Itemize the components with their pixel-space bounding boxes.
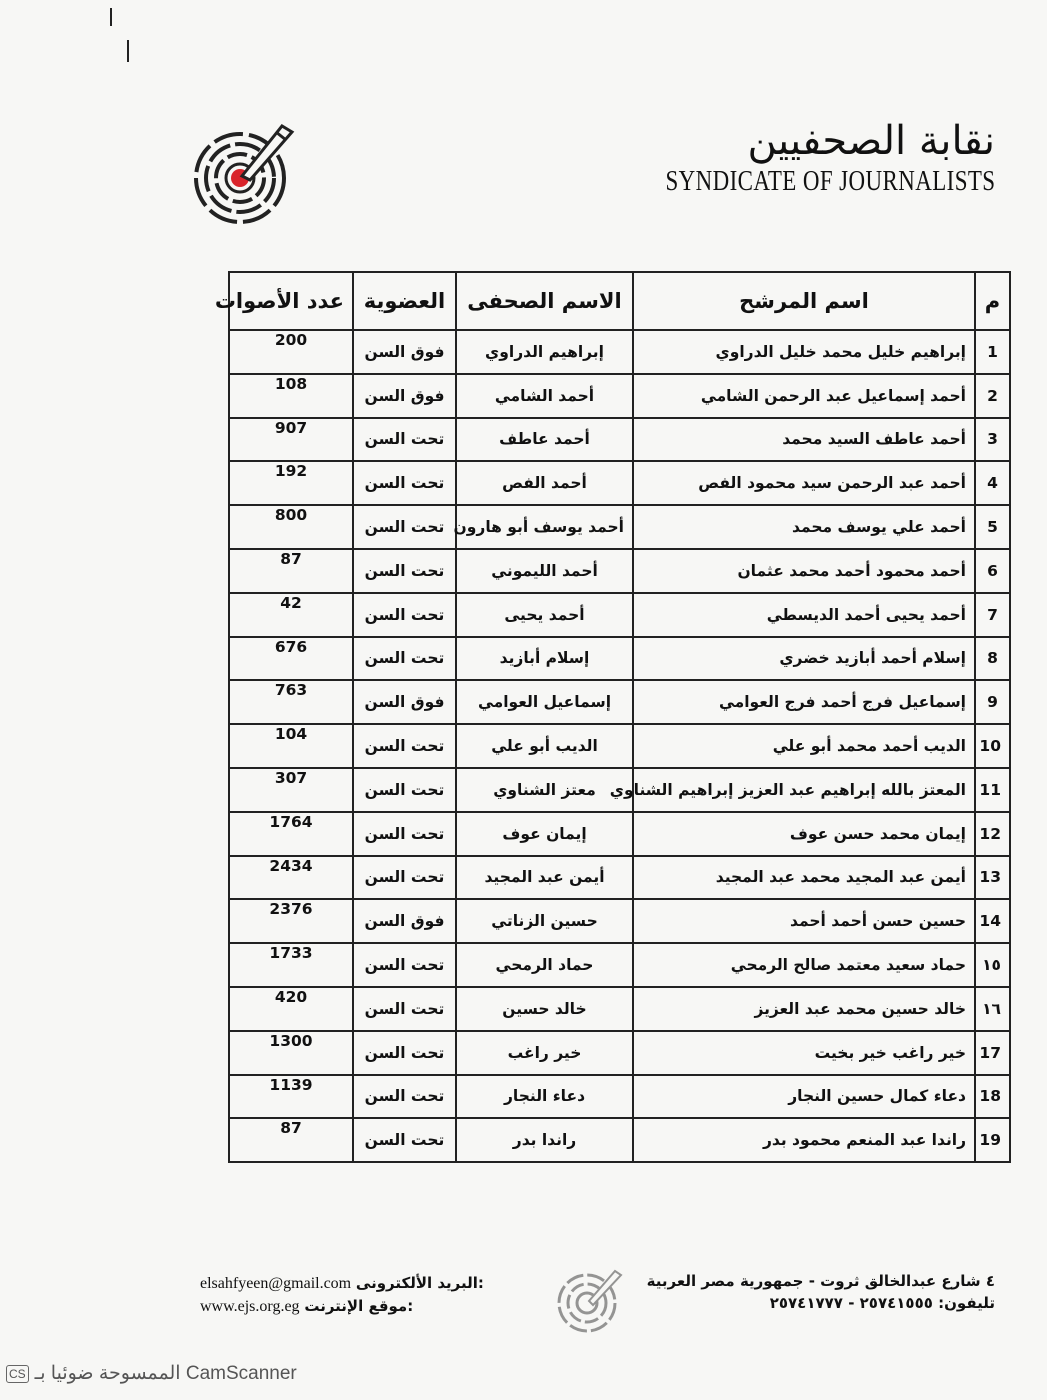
table-row (229, 374, 1010, 418)
cell-membership: تحت السن (353, 1118, 456, 1162)
cell-membership: تحت السن (353, 856, 456, 900)
cell-membership: تحت السن (353, 549, 456, 593)
cell-num: 2 (975, 374, 1010, 418)
cell-press-name: دعاء النجار (456, 1075, 633, 1119)
cell-name: الديب أحمد محمد أبو علي (633, 724, 975, 768)
cell-name: راندا عبد المنعم محمود بدر (633, 1118, 975, 1162)
cell-membership: تحت السن (353, 461, 456, 505)
cell-press-name: خير راغب (456, 1031, 633, 1075)
table-row (229, 1118, 1010, 1162)
cell-num: ١٦ (975, 987, 1010, 1031)
cell-membership: فوق السن (353, 374, 456, 418)
cell-num: ١٥ (975, 943, 1010, 987)
camscanner-text: الممسوحة ضوئيا بـ CamScanner (34, 1363, 297, 1384)
cell-name: المعتز بالله إبراهيم عبد العزيز إبراهيم الشناوي (633, 768, 975, 812)
cell-num: 3 (975, 418, 1010, 462)
table-row (229, 549, 1010, 593)
camscanner-watermark (6, 1362, 297, 1385)
cell-num: 14 (975, 899, 1010, 943)
cell-num: 4 (975, 461, 1010, 505)
cell-name: إيمان محمد حسن عوف (633, 812, 975, 856)
cell-name: حماد سعيد معتمد صالح الرمحي (633, 943, 975, 987)
cell-press-name: إيمان عوف (456, 812, 633, 856)
website-value[interactable]: www.ejs.org.eg (200, 1298, 300, 1315)
cell-name: إبراهيم خليل محمد خليل الدراوي (633, 330, 975, 374)
cell-membership: فوق السن (353, 680, 456, 724)
cell-membership: تحت السن (353, 768, 456, 812)
table-row (229, 1075, 1010, 1119)
table-row (229, 943, 1010, 987)
cell-votes: 108 (229, 374, 353, 418)
table-row (229, 899, 1010, 943)
cell-votes: 420 (229, 987, 353, 1031)
cell-votes: 42 (229, 593, 353, 637)
candidates-table (214, 271, 1011, 1163)
cell-press-name: إسلام أبازيد (456, 637, 633, 681)
cell-name: أحمد عاطف السيد محمد (633, 418, 975, 462)
cell-press-name: الديب أبو علي (456, 724, 633, 768)
cell-membership: تحت السن (353, 724, 456, 768)
cell-num: 13 (975, 856, 1010, 900)
cell-press-name: معتز الشناوي (456, 768, 633, 812)
cell-votes: 1300 (229, 1031, 353, 1075)
table-row (229, 461, 1010, 505)
cell-num: 18 (975, 1075, 1010, 1119)
cell-votes: 87 (229, 1118, 353, 1162)
cell-num: 19 (975, 1118, 1010, 1162)
cell-membership: تحت السن (353, 637, 456, 681)
table-row (229, 637, 1010, 681)
cell-num: 17 (975, 1031, 1010, 1075)
cell-name: أحمد يحيى أحمد الديسطي (633, 593, 975, 637)
cell-press-name: حماد الرمحي (456, 943, 633, 987)
cell-membership: فوق السن (353, 899, 456, 943)
cell-press-name: أحمد الليموني (456, 549, 633, 593)
syndicate-logo-icon (190, 118, 300, 228)
cell-votes: 192 (229, 461, 353, 505)
table-row (229, 812, 1010, 856)
cell-votes: 1139 (229, 1075, 353, 1119)
email-value[interactable]: elsahfyeen@gmail.com (200, 1275, 352, 1292)
cell-num: 1 (975, 330, 1010, 374)
table-row (229, 856, 1010, 900)
header-membership: العضوية (353, 272, 456, 330)
cell-press-name: أحمد الفص (456, 461, 633, 505)
table-row (229, 330, 1010, 374)
cell-num: 12 (975, 812, 1010, 856)
cell-votes: 2376 (229, 899, 353, 943)
table-row (229, 1031, 1010, 1075)
cell-press-name: حسين الزناتي (456, 899, 633, 943)
cell-membership: تحت السن (353, 812, 456, 856)
cell-num: 6 (975, 549, 1010, 593)
footer-address (647, 1270, 995, 1314)
footer-contacts (200, 1272, 484, 1318)
cell-votes: 200 (229, 330, 353, 374)
header-press-name: الاسم الصحفى (456, 272, 633, 330)
address-line: ٤ شارع عبدالخالق ثروت - جمهورية مصر العربية (646, 1272, 995, 1290)
cell-name: أحمد إسماعيل عبد الرحمن الشامي (633, 374, 975, 418)
cell-votes: 2434 (229, 856, 353, 900)
cell-name: إسلام أحمد أبازيد خضري (633, 637, 975, 681)
cell-votes: 307 (229, 768, 353, 812)
cell-votes: 763 (229, 680, 353, 724)
table-row (229, 418, 1010, 462)
cell-press-name: إبراهيم الدراوي (456, 330, 633, 374)
cell-press-name: راندا بدر (456, 1118, 633, 1162)
cell-num: 7 (975, 593, 1010, 637)
cell-num: 5 (975, 505, 1010, 549)
cell-name: حسين حسن أحمد أحمد (633, 899, 975, 943)
brand-arabic-title: نقابة الصحفيين (747, 118, 995, 164)
header-votes: عدد الأصوات (229, 272, 353, 330)
cell-membership: تحت السن (353, 418, 456, 462)
syndicate-logo-small-icon (555, 1265, 625, 1335)
table-row (229, 724, 1010, 768)
phone-line: تليفون: ٢٥٧٤١٥٥٥ - ٢٥٧٤١٧٧٧ (769, 1294, 995, 1312)
table-row (229, 593, 1010, 637)
cell-press-name: أحمد عاطف (456, 418, 633, 462)
cell-name: خير راغب خير بخيت (633, 1031, 975, 1075)
brand-header (593, 116, 995, 198)
cell-press-name: أيمن عبد المجيد (456, 856, 633, 900)
cell-membership: تحت السن (353, 593, 456, 637)
cell-press-name: إسماعيل العوامي (456, 680, 633, 724)
cell-membership: تحت السن (353, 505, 456, 549)
cell-num: 9 (975, 680, 1010, 724)
cell-press-name: أحمد يوسف أبو هارون (456, 505, 633, 549)
cell-name: أحمد علي يوسف محمد (633, 505, 975, 549)
cell-num: 11 (975, 768, 1010, 812)
cell-membership: تحت السن (353, 1075, 456, 1119)
cell-name: أيمن عبد المجيد محمد عبد المجيد (633, 856, 975, 900)
cell-votes: 1764 (229, 812, 353, 856)
cell-num: 8 (975, 637, 1010, 681)
cell-name: أحمد عبد الرحمن سيد محمود الفص (633, 461, 975, 505)
table-row (229, 505, 1010, 549)
table-row (229, 680, 1010, 724)
email-row (200, 1272, 484, 1295)
cell-votes: 800 (229, 505, 353, 549)
cell-press-name: خالد حسين (456, 987, 633, 1031)
website-label: موقع الإنترنت: (304, 1297, 414, 1315)
header-num: م (975, 272, 1010, 330)
cell-name: خالد حسين محمد عبد العزيز (633, 987, 975, 1031)
table-row (229, 768, 1010, 812)
website-row (200, 1295, 484, 1318)
cell-num: 10 (975, 724, 1010, 768)
cell-name: دعاء كمال حسين النجار (633, 1075, 975, 1119)
table-row (229, 987, 1010, 1031)
camscanner-icon: CS (6, 1365, 29, 1383)
table-header-row (229, 272, 1010, 330)
cell-membership: تحت السن (353, 943, 456, 987)
cell-votes: 104 (229, 724, 353, 768)
cell-name: إسماعيل فرج أحمد فرج العوامي (633, 680, 975, 724)
cell-votes: 1733 (229, 943, 353, 987)
cell-membership: تحت السن (353, 987, 456, 1031)
cell-membership: تحت السن (353, 1031, 456, 1075)
email-label: البريد الألكترونى: (355, 1274, 484, 1292)
cell-votes: 676 (229, 637, 353, 681)
cell-name: أحمد محمود أحمد محمد عثمان (633, 549, 975, 593)
cell-press-name: أحمد الشامي (456, 374, 633, 418)
header-name: اسم المرشح (633, 272, 975, 330)
scan-mark (110, 8, 112, 26)
cell-votes: 87 (229, 549, 353, 593)
brand-english-title: SYNDICATE OF JOURNALISTS (664, 166, 995, 197)
cell-votes: 907 (229, 418, 353, 462)
scan-mark (127, 40, 129, 62)
cell-membership: فوق السن (353, 330, 456, 374)
cell-press-name: أحمد يحيى (456, 593, 633, 637)
